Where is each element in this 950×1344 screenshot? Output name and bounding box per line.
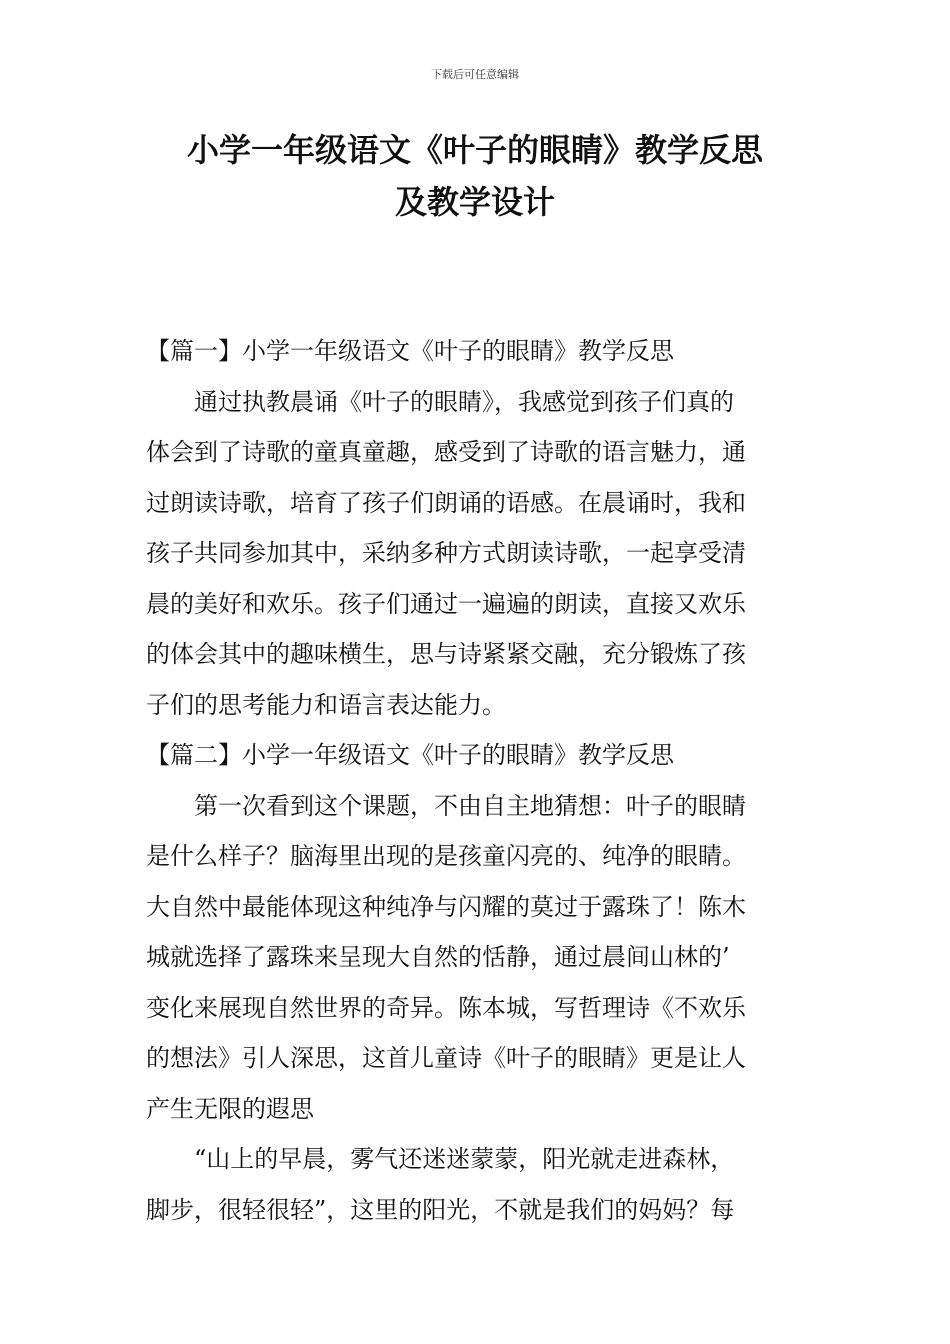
page-header-note: 下载后可任意编辑 <box>431 68 519 81</box>
paragraph-line: 晨的美好和欢乐。孩子们通过一遍遍的朗读，直接又欢乐 <box>146 589 746 618</box>
paragraph-line: 的想法》引人深思，这首儿童诗《叶子的眼睛》更是让人 <box>146 1044 746 1072</box>
paragraph-line: 孩子共同参加其中，采纳多种方式朗读诗歌，一起享受清 <box>146 539 746 567</box>
paragraph-line: 变化来展现自然世界的奇异。陈本城，写哲理诗《不欢乐 <box>146 993 746 1022</box>
paragraph-line: 是什么样子？脑海里出现的是孩童闪亮的、纯净的眼睛。 <box>146 842 746 870</box>
paragraph-line: 第一次看到这个课题，不由自主地猜想：叶子的眼睛 <box>194 791 746 820</box>
paragraph-line: “山上的早晨，雾气还迷迷蒙蒙，阳光就走进森林， <box>194 1145 735 1173</box>
paragraph-line: 子们的思考能力和语言表达能力。 <box>146 690 506 719</box>
document-title-line-2: 及教学设计 <box>394 183 555 221</box>
paragraph-line: 过朗读诗歌，培育了孩子们朗诵的语感。在晨诵时，我和 <box>146 488 746 517</box>
paragraph-line: 城就选择了露珠来呈现大自然的恬静，通过晨间山林的’ <box>146 943 730 971</box>
paragraph-line: 通过执教晨诵《叶子的眼睛》，我感觉到孩子们真的 <box>194 387 734 416</box>
paragraph-line: 脚步，很轻很轻”，这里的阳光，不就是我们的妈妈？每 <box>146 1195 735 1224</box>
section-heading-2: 【篇二】小学一年级语文《叶子的眼睛》教学反思 <box>146 741 674 769</box>
section-heading-1: 【篇一】小学一年级语文《叶子的眼睛》教学反思 <box>146 337 674 365</box>
paragraph-line: 体会到了诗歌的童真童趣，感受到了诗歌的语言魅力，通 <box>146 438 746 466</box>
paragraph-line: 大自然中最能体现这种纯净与闪耀的莫过于露珠了！陈木 <box>146 892 746 921</box>
paragraph-line: 的体会其中的趣味横生，思与诗紧紧交融，充分锻炼了孩 <box>146 640 746 668</box>
document-title <box>0 124 950 228</box>
document-body <box>146 326 806 1235</box>
paragraph-line: 产生无限的遐思 <box>146 1094 314 1123</box>
document-title-line-1: 小学一年级语文《叶子的眼睛》教学反思 <box>186 131 763 169</box>
